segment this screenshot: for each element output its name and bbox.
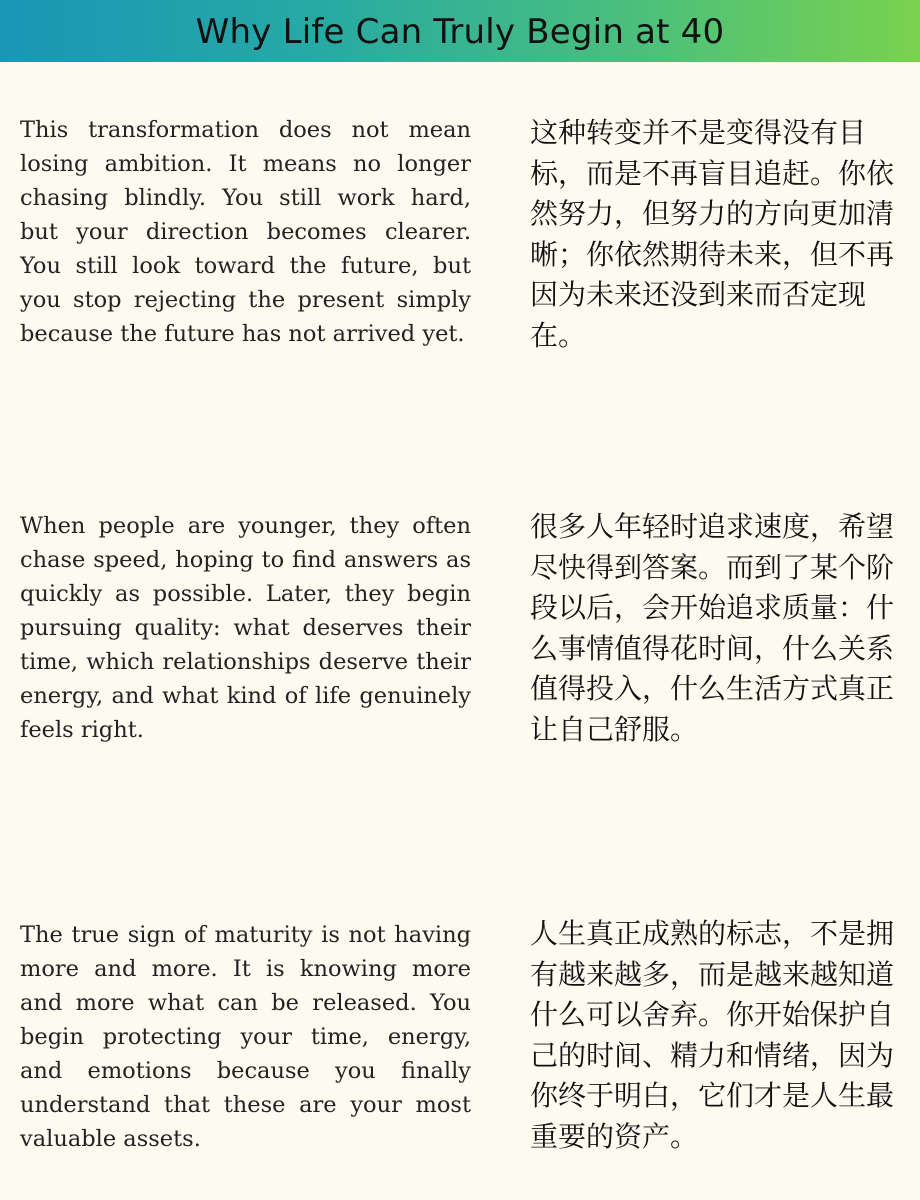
english-paragraph-2: When people are younger, they often chase speed, hoping to find answers as quickly as possible. Later, they begin pursuing quality: what deserves their time, which relationships deserve their energy, and what kind of life genuinely feels right. <box>20 513 471 743</box>
page-title: Why Life Can Truly Begin at 40 <box>195 12 725 52</box>
chinese-paragraph-2: 很多人年轻时追求速度，希望尽快得到答案。而到了某个阶段以后，会开始追求质量：什么事情值得花时间，什么关系值得投入，什么生活方式真正让自己舒服。 <box>530 510 895 746</box>
english-paragraph-1: This transformation does not mean losing ambition. It means no longer chasing blindly. You still work hard, but your direction becomes clearer. You still look toward the future, but you stop rejecting the present simply because the future has not arrived yet. <box>20 117 471 347</box>
chinese-paragraph-1: 这种转变并不是变得没有目标，而是不再盲目追赶。你依然努力，但努力的方向更加清晰；你依然期待未来，但不再因为未来还没到来而否定现在。 <box>530 116 895 352</box>
title-banner <box>0 0 920 62</box>
chinese-paragraph-3: 人生真正成熟的标志，不是拥有越来越多，而是越来越知道什么可以舍弃。你开始保护自己的时间、精力和情绪，因为你终于明白，它们才是人生最重要的资产。 <box>530 917 895 1153</box>
english-paragraph-3: The true sign of maturity is not having more and more. It is knowing more and more what can be released. You begin protecting your time, energy, and emotions because you finally understand that these are your most valuable assets. <box>20 922 471 1152</box>
